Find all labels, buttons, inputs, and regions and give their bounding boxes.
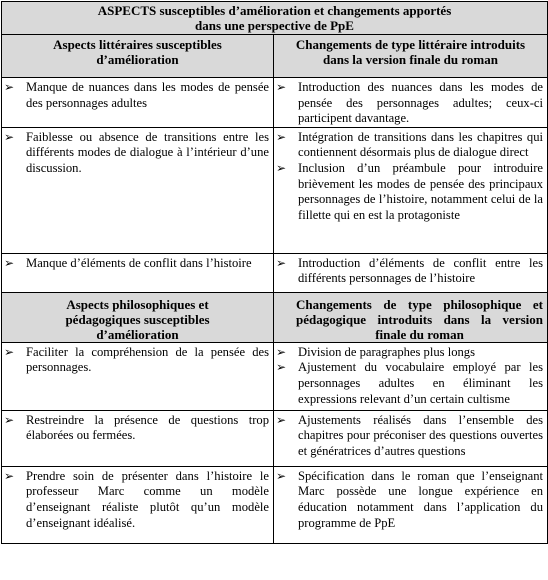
section1-left-header (2, 35, 274, 78)
list-item (274, 128, 547, 161)
table-row (2, 127, 548, 253)
title-row (2, 2, 548, 35)
section2-header-row (2, 292, 548, 342)
list-item-text: Division de paragraphes plus longs (298, 344, 475, 359)
section1-right-header (274, 35, 548, 78)
arrow-bullet-icon: ➢ (276, 80, 287, 94)
table-row (2, 78, 548, 128)
list-item-text: Restreindre la présence de questions trop élaborées ou fermées. (26, 412, 269, 443)
list-item (274, 78, 547, 127)
arrow-bullet-icon: ➢ (276, 344, 287, 359)
table-title-line1: ASPECTS susceptibles d’amélioration et changements apportés (97, 3, 452, 18)
arrow-bullet-icon: ➢ (4, 129, 15, 144)
section2-row3-left (2, 466, 274, 543)
table-title-line2: dans une perspective de PpE (195, 18, 354, 33)
list-item (2, 254, 273, 272)
list-item-text: Prendre soin de présenter dans l’histoire le professeur Marc comme un modèle d’enseignant réaliste plutôt qu’un modèle d’enseignant idéalisé. (26, 468, 269, 530)
section2-left-header (2, 292, 274, 342)
section1-row3-right (274, 253, 548, 292)
list-item (2, 343, 273, 376)
section2-row1-left (2, 342, 274, 410)
arrow-bullet-icon: ➢ (276, 129, 287, 144)
section2-row1-right (274, 342, 548, 410)
table-row (2, 466, 548, 543)
list-item (2, 128, 273, 177)
section2-left-header-text: Aspects philosophiques et pédagogiques susceptibles d’amélioration (65, 296, 210, 342)
list-item (2, 78, 273, 111)
table-row (2, 253, 548, 292)
section1-row2-right (274, 127, 548, 253)
list-item-text: Ajustements réalisés dans l’ensemble des chapitres pour préconiser des questions ouvertes et génératrices d’autres questions (298, 412, 543, 458)
list-item-text: Faiblesse ou absence de transitions entre les différents modes de dialogue à l’intérieur d’une discussion. (26, 129, 269, 175)
section2-row2-left (2, 410, 274, 466)
list-item-text: Introduction des nuances dans les modes de pensée des personnages adultes; ceux-ci participent davantage. (298, 80, 543, 126)
aspects-table (1, 1, 548, 544)
section1-right-header-text: Changements de type littéraire introduits dans la version finale du roman (295, 37, 526, 67)
section2-right-header (274, 292, 548, 342)
list-item-text: Inclusion d’un préambule pour introduire brièvement les modes de pensée des principaux personnages de l’histoire, notamment celui de la fillette qui en est la protagoniste (298, 160, 543, 222)
section1-row1-left (2, 78, 274, 128)
list-item (274, 254, 547, 287)
table-title (2, 2, 548, 35)
arrow-bullet-icon: ➢ (276, 468, 287, 483)
section1-row1-right (274, 78, 548, 128)
arrow-bullet-icon: ➢ (276, 412, 287, 427)
table-row (2, 410, 548, 466)
list-item-text: Manque de nuances dans les modes de pensée des personnages adultes (26, 80, 269, 110)
arrow-bullet-icon: ➢ (276, 160, 287, 175)
list-item (2, 467, 273, 531)
list-item (274, 343, 547, 361)
arrow-bullet-icon: ➢ (4, 412, 15, 427)
list-item-text: Intégration de transitions dans les chapitres qui contiennent désormais plus de dialogue direct (298, 129, 543, 160)
list-item (274, 360, 547, 407)
arrow-bullet-icon: ➢ (4, 468, 15, 483)
section2-right-header-text: Changements de type philosophique et pédagogique introduits dans la version finale du roman (296, 296, 543, 342)
section1-row3-left (2, 253, 274, 292)
list-item (274, 467, 547, 531)
section1-row2-left (2, 127, 274, 253)
section1-header-row (2, 35, 548, 78)
list-item-text: Introduction d’éléments de conflit entre les différents personnages de l’histoire (298, 255, 543, 286)
list-item-text: Manque d’éléments de conflit dans l’histoire (26, 255, 252, 270)
list-item (274, 411, 547, 460)
list-item (274, 161, 547, 223)
list-item (2, 411, 273, 444)
section1-left-header-text: Aspects littéraires susceptibles d’amélioration (53, 37, 222, 67)
arrow-bullet-icon: ➢ (4, 255, 15, 270)
arrow-bullet-icon: ➢ (4, 344, 15, 359)
arrow-bullet-icon: ➢ (4, 80, 15, 94)
section2-row3-right (274, 466, 548, 543)
list-item-text: Faciliter la compréhension de la pensée des personnages. (26, 344, 269, 375)
arrow-bullet-icon: ➢ (276, 255, 287, 270)
table-row (2, 342, 548, 410)
section2-row2-right (274, 410, 548, 466)
list-item-text: Spécification dans le roman que l’enseignant Marc possède une longue expérience en éducation notamment dans l’application du programme de PpE (298, 468, 543, 530)
arrow-bullet-icon: ➢ (276, 360, 287, 375)
list-item-text: Ajustement du vocabulaire employé par les personnages adultes en éliminant les expressions relevant d’un certain cultisme (298, 360, 543, 406)
